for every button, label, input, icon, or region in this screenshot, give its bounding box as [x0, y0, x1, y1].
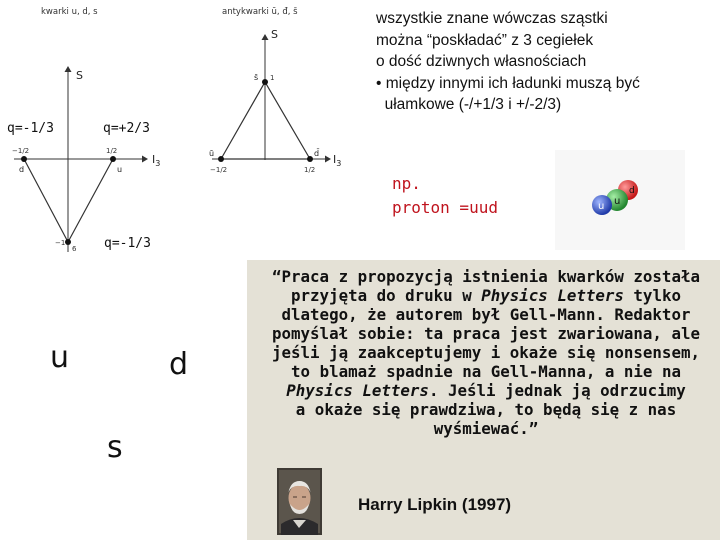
tick-pos-half: 1/2 [106, 147, 118, 155]
quote-line: a okaże się prawdziwa, to będą się z nas [295, 400, 677, 419]
quark-red-label: d [629, 186, 635, 196]
quark-d-letter: d [169, 347, 189, 382]
proton-quarks-image [555, 150, 685, 250]
dbar-point [307, 156, 313, 162]
charge-label-d: q=-1/3 [7, 121, 54, 136]
quote-line: pomyślał sobie: ta praca jest zwariowana, ale [272, 324, 700, 343]
s-point [65, 239, 71, 245]
d-point [21, 156, 27, 162]
quote-line: przyjęta do druku w Physics Letters tylko [291, 286, 681, 305]
sbar-point-label: s̄ [254, 73, 259, 82]
i3-axis-label: $I_3$ [333, 153, 342, 168]
ubar-point-label: ū [209, 149, 215, 158]
quark-green-label: u [614, 196, 621, 207]
quark-blue-label: u [598, 201, 605, 212]
tick-one: 1 [270, 74, 275, 82]
intro-line: ułamkowe (-/+1/3 i +/-2/3) [376, 96, 562, 113]
u-point-label: u [117, 165, 123, 174]
journal-name: Physics Letters [481, 286, 624, 305]
intro-line: wszystkie znane wówczas sząstki [376, 10, 608, 27]
i3-axis-arrow [142, 156, 148, 163]
tick-pos-half: 1/2 [304, 166, 316, 174]
u-point [110, 156, 116, 162]
proton-example [392, 172, 498, 220]
dbar-point-label: d̄ [314, 149, 320, 158]
quark-diagram-title: kwarki u, d, s [41, 7, 98, 17]
antiquark-diagram-title: antykwarki ū, đ, s̄ [222, 7, 298, 17]
i3-axis-label: $I_3$ [152, 153, 161, 168]
quote-author: Harry Lipkin (1997) [358, 495, 512, 514]
example-proton: proton =uud [392, 198, 498, 217]
quark-u-letter: u [50, 340, 70, 375]
s-axis-arrow [65, 66, 72, 72]
lipkin-quote [262, 267, 710, 438]
proton-illustration [555, 150, 685, 250]
tick-neg-one: −1 [55, 239, 66, 247]
charge-label-s: q=-1/3 [104, 236, 151, 251]
quark-s-letter: s [107, 430, 123, 465]
charge-label-u: q=+2/3 [103, 121, 150, 136]
d-point-label: d [19, 165, 25, 174]
ubar-point [218, 156, 224, 162]
quote-line: jeśli ją zaakceptujemy i okaże się nonsensem, [272, 343, 700, 362]
i3-axis-arrow [325, 156, 331, 163]
intro-line: o dość dziwnych własnościach [376, 53, 587, 70]
tick-neg-half: −1/2 [12, 147, 30, 155]
example-prefix: np. [392, 174, 421, 193]
quote-line: Physics Letters. Jeśli jednak ją odrzucimy [286, 381, 686, 400]
tick-neg-half: −1/2 [210, 166, 228, 174]
quote-line: “Praca z propozycją istnienia kwarków została [272, 267, 700, 286]
quote-line: wyśmiewać.” [433, 419, 539, 438]
tick-zero: 6 [72, 245, 77, 253]
intro-text [376, 8, 706, 116]
intro-line: • między innymi ich ładunki muszą być [376, 74, 640, 92]
s-axis-arrow [262, 34, 269, 40]
author-photo [277, 468, 322, 535]
s-axis-label: S [271, 28, 278, 41]
quark-letters-panel [0, 260, 247, 540]
journal-name: Physics Letters [286, 381, 429, 400]
intro-line: można “poskładać” z 3 cegiełek [376, 31, 594, 49]
sbar-point [262, 79, 268, 85]
antiquark-diagram [209, 7, 341, 174]
s-axis-label: S [76, 69, 83, 82]
quote-line: dlatego, że autorem był Gell-Mann. Redaktor [281, 305, 691, 324]
quote-line: to blamaż spadnie na Gell-Manna, a nie na [291, 362, 681, 381]
